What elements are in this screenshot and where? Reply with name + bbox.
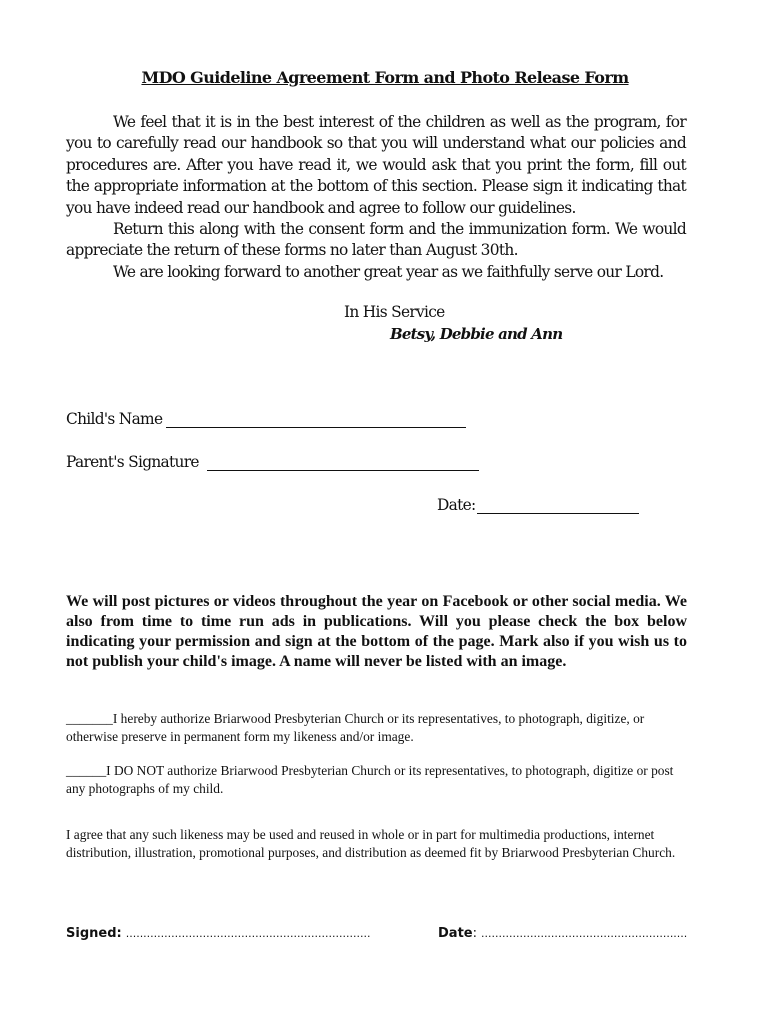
bottom-date-field[interactable] bbox=[438, 926, 687, 941]
child-name-field[interactable] bbox=[66, 410, 466, 428]
date-field[interactable] bbox=[437, 496, 639, 514]
child-name-line[interactable] bbox=[166, 413, 466, 428]
intro-paragraph-3: We are looking forward to another great year as we faithfully serve our Lord. bbox=[113, 262, 664, 281]
signed-label: Signed: bbox=[66, 926, 122, 941]
intro-text bbox=[66, 112, 686, 283]
closing-text: In His Service bbox=[344, 303, 445, 321]
child-name-label: Child's Name bbox=[66, 410, 163, 428]
bottom-date-colon: : bbox=[472, 926, 477, 941]
signed-field[interactable] bbox=[66, 926, 370, 941]
agreement-text: I agree that any such likeness may be used and reused in whole or in part for multimedia productions, internet distribution, illustration, promotional purposes, and distribution as deemed fit by Briarwood Presbyterian Church. bbox=[66, 827, 676, 860]
intro-paragraph-2: Return this along with the consent form and the immunization form. We would appreciate the return of these forms no later than August 30th. bbox=[66, 220, 686, 260]
staff-signature: Betsy, Debbie and Ann bbox=[390, 325, 563, 343]
date-line[interactable] bbox=[477, 499, 639, 514]
parent-signature-label: Parent's Signature bbox=[66, 453, 199, 471]
signed-dots[interactable]: ...................................................................... bbox=[125, 927, 371, 940]
date-label: Date: bbox=[437, 496, 476, 514]
intro-paragraph-1: We feel that it is in the best interest of the children as well as the program, for you to carefully read our handbook so that you will understand what our policies and procedures are. After you have read it, we would ask that you print the form, fill out the appropriate information at the bottom of this section. Please sign it indicating that you have indeed read our handbook and agree to follow our guidelines. bbox=[66, 113, 686, 217]
not-authorize-option[interactable]: ______I DO NOT authorize Briarwood Presbyterian Church or its representatives, to photograph, digitize or post any photographs of my child. bbox=[66, 763, 674, 796]
bottom-date-label: Date bbox=[438, 926, 473, 941]
photo-release-notice: We will post pictures or videos throughout the year on Facebook or other social media. We also from time to time run ads in publications. Will you please check the box below indicating your permission and sign at the bottom of the page. Mark also if you wish us to not publish your child's image. A name will never be listed with an image. bbox=[66, 593, 687, 670]
bottom-date-dots[interactable]: ........................................................... bbox=[481, 927, 688, 940]
form-title: MDO Guideline Agreement Form and Photo Release Form bbox=[141, 68, 629, 87]
authorize-option[interactable]: _______I hereby authorize Briarwood Presbyterian Church or its representatives, to photograph, digitize, or otherwise preserve in permanent form my likeness and/or image. bbox=[66, 711, 645, 744]
parent-signature-field[interactable] bbox=[66, 453, 479, 471]
parent-signature-line[interactable] bbox=[207, 456, 479, 471]
